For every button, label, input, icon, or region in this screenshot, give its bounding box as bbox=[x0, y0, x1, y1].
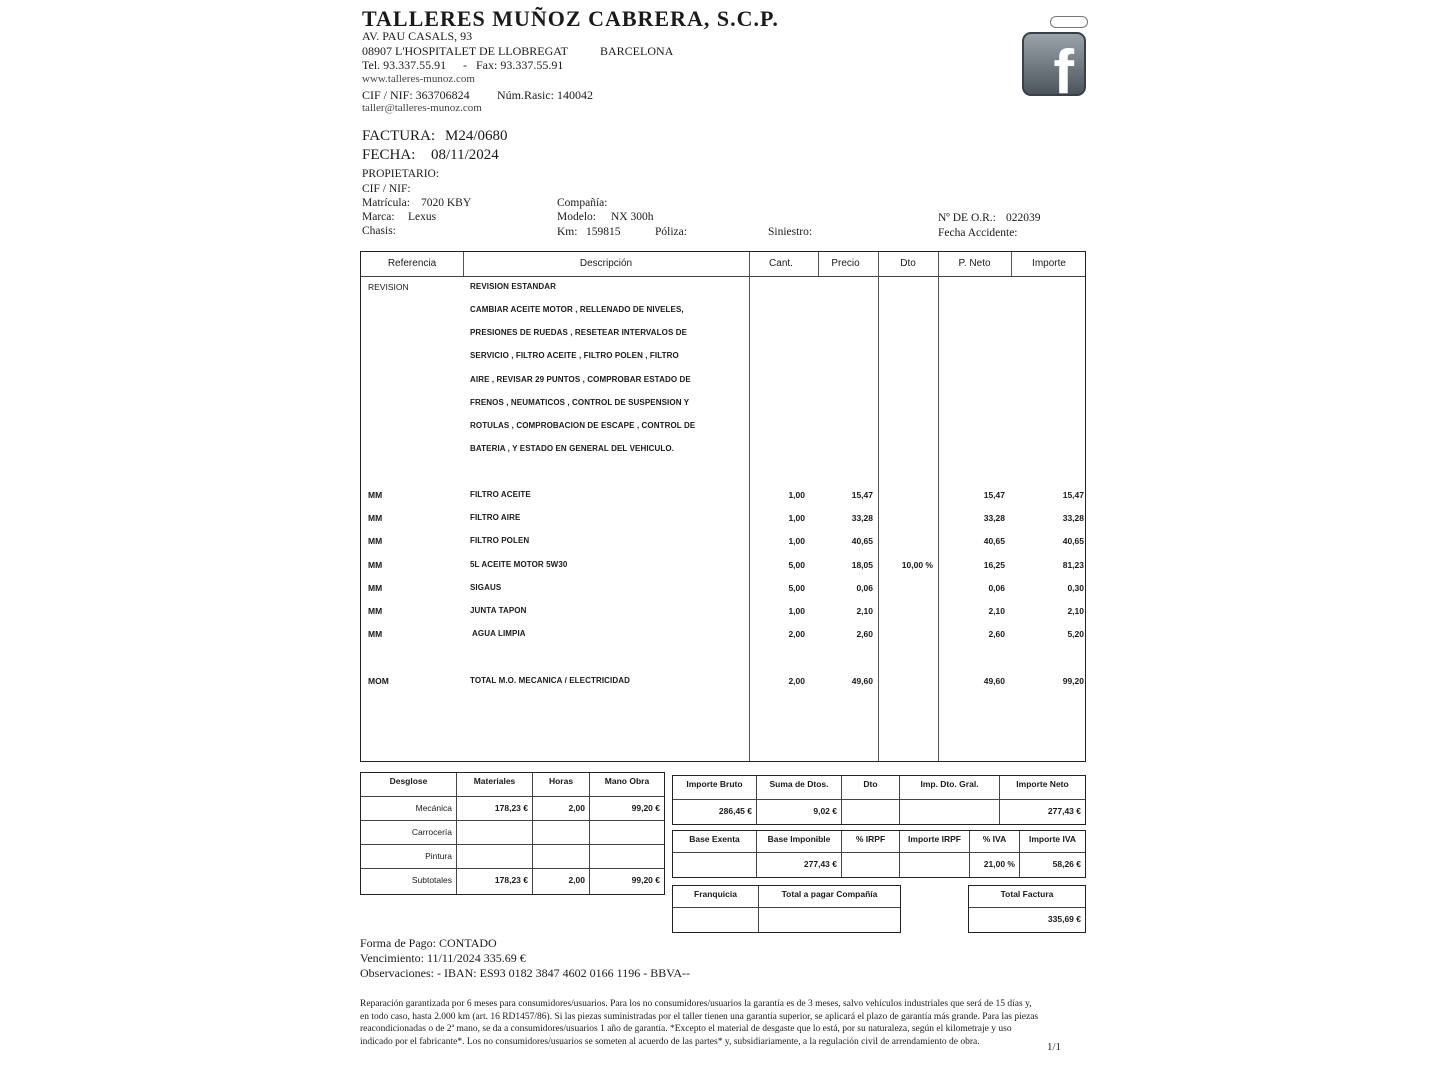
header-precio: Precio bbox=[831, 258, 860, 269]
row-dto: 10,00 % bbox=[901, 560, 933, 570]
fecha-accidente-label: Fecha Accidente: bbox=[938, 227, 1018, 239]
imp-dto-gral-value bbox=[900, 800, 1000, 824]
desglose-label: Carrocería bbox=[361, 821, 457, 845]
modelo-label: Modelo: bbox=[557, 211, 596, 223]
row-cant: 1,00 bbox=[788, 606, 805, 616]
total-factura-value: 335,69 € bbox=[1047, 914, 1081, 924]
row-desc: AGUA LIMPIA bbox=[472, 629, 526, 638]
fecha-value: 08/11/2024 bbox=[431, 147, 499, 163]
modelo-value: NX 300h bbox=[611, 211, 654, 223]
forma-pago: Forma de Pago: CONTADO bbox=[360, 936, 497, 950]
row-cant: 2,00 bbox=[788, 676, 805, 686]
importe-bruto-value: 286,45 € bbox=[673, 800, 757, 824]
siniestro-label: Siniestro: bbox=[768, 226, 813, 238]
franquicia-table bbox=[672, 885, 901, 933]
desglose-horas: 2,00 bbox=[533, 869, 590, 894]
header-p-neto: P. Neto bbox=[958, 258, 991, 269]
factura-label: FACTURA: bbox=[362, 128, 436, 144]
desglose-header: Desglose bbox=[361, 773, 457, 797]
base-header: Importe IVA bbox=[1020, 831, 1085, 853]
totals-importe-table bbox=[672, 775, 1086, 825]
totals-header: Importe Neto bbox=[1000, 776, 1085, 800]
desglose-header: Mano Obra bbox=[590, 773, 664, 797]
row-desc: JUNTA TAPON bbox=[470, 606, 527, 615]
dto-value bbox=[842, 800, 900, 824]
desglose-mano-obra: 99,20 € bbox=[590, 797, 664, 821]
header-cantidad: Cant. bbox=[769, 258, 793, 269]
or-value: 022039 bbox=[1006, 212, 1041, 224]
irpf-pct-value bbox=[842, 853, 900, 877]
row-precio: 18,05 bbox=[851, 560, 873, 570]
observaciones: Observaciones: - IBAN: ES93 0182 3847 4602 0166 1196 - BBVA-- bbox=[360, 966, 690, 980]
row-cant: 2,00 bbox=[788, 629, 805, 639]
header-descripcion: Descripción bbox=[579, 258, 633, 269]
totals-base-table bbox=[672, 830, 1086, 878]
totals-header: Imp. Dto. Gral. bbox=[900, 776, 1000, 800]
or-label: Nº DE O.R.: bbox=[938, 212, 996, 224]
line-items-table bbox=[360, 251, 1086, 762]
revision-line: PRESIONES DE RUEDAS , RESETEAR INTERVALOS DE bbox=[470, 328, 688, 337]
revision-ref: REVISION bbox=[368, 282, 409, 292]
row-precio: 0,06 bbox=[856, 583, 873, 593]
header-dto: Dto bbox=[900, 258, 916, 269]
revision-line: FRENOS , NEUMATICOS , CONTROL DE SUSPENSION Y bbox=[470, 398, 690, 407]
company-rasic: Núm.Rasic: 140042 bbox=[497, 88, 593, 102]
row-neto: 16,25 bbox=[983, 560, 1005, 570]
row-neto: 49,60 bbox=[983, 676, 1005, 686]
irpf-importe-value bbox=[900, 853, 970, 877]
revision-line: SERVICIO , FILTRO ACEITE , FILTRO POLEN , FILTRO bbox=[470, 351, 679, 360]
marca-value: Lexus bbox=[408, 211, 437, 223]
fecha-label: FECHA: bbox=[362, 147, 416, 163]
row-ref: MM bbox=[368, 490, 383, 500]
compania-label: Compañía: bbox=[557, 197, 608, 209]
company-cif: CIF / NIF: 363706824 bbox=[362, 88, 470, 102]
row-cant: 5,00 bbox=[788, 583, 805, 593]
row-ref: MM bbox=[368, 536, 383, 546]
company-web[interactable]: www.talleres-munoz.com bbox=[362, 73, 475, 85]
row-neto: 33,28 bbox=[983, 513, 1005, 523]
row-ref: MM bbox=[368, 560, 383, 570]
suma-dtos-value: 9,02 € bbox=[757, 800, 842, 824]
row-desc: FILTRO AIRE bbox=[470, 513, 521, 522]
row-ref: MM bbox=[368, 606, 383, 616]
row-neto: 2,10 bbox=[988, 606, 1005, 616]
legal-warranty-text: Reparación garantizada por 6 meses para consumidores/usuarios. Para los no consumidores/usuarios la garantía es de 3 meses, salvo vehículos industriales que será de 15 días y, en todo caso, hasta 2.000 km (art. 16 RD1457/86). Si las piezas suministradas por el taller tienen una garantía superior, se aplicará el plazo de garantía más grande. Para las piezas reacondicionadas o de 2ª mano, se da a consumidores/usuarios 1 año de garantía. *Excepto el material de desgaste que lo está, por su naturaleza, según el kilometraje y uso indicado por el fabricante*. Los no consumidores/usuarios se someten al acuerdo de las partes* y, subsidiariamente, a la regulación civil de arrendamiento de obra. bbox=[360, 999, 1039, 1047]
row-cant: 5,00 bbox=[788, 560, 805, 570]
company-email[interactable]: taller@talleres-munoz.com bbox=[362, 102, 482, 114]
company-tel: Tel. 93.337.55.91 bbox=[362, 58, 447, 72]
iva-importe-value: 58,26 € bbox=[1052, 859, 1081, 869]
row-desc: FILTRO ACEITE bbox=[470, 490, 531, 499]
totals-header: Importe Bruto bbox=[673, 776, 757, 800]
desglose-mano-obra bbox=[590, 845, 664, 869]
desglose-header: Materiales bbox=[457, 773, 533, 797]
row-ref: MM bbox=[368, 629, 383, 639]
company-name: TALLERES MUÑOZ CABRERA, S.C.P. bbox=[362, 6, 779, 31]
row-ref: MM bbox=[368, 513, 383, 523]
row-importe: 99,20 bbox=[1062, 676, 1084, 686]
desglose-mano-obra: 99,20 € bbox=[631, 875, 660, 885]
franquicia-header: Franquicia bbox=[673, 886, 759, 908]
company-fax-dash: - bbox=[463, 58, 467, 72]
row-ref: MOM bbox=[368, 676, 389, 686]
row-cant: 1,00 bbox=[788, 513, 805, 523]
desglose-label: Pintura bbox=[361, 845, 457, 869]
desglose-label: Mecánica bbox=[361, 797, 457, 821]
desglose-materiales bbox=[457, 821, 533, 845]
row-importe: 33,28 bbox=[1062, 513, 1084, 523]
desglose-materiales bbox=[457, 845, 533, 869]
cif-nif-label: CIF / NIF: bbox=[362, 183, 411, 195]
company-city: 08907 L'HOSPITALET DE LLOBREGAT bbox=[362, 44, 568, 58]
desglose-table bbox=[360, 772, 665, 895]
col-divider bbox=[878, 252, 879, 761]
row-precio: 15,47 bbox=[851, 490, 873, 500]
matricula-label: Matrícula: bbox=[362, 197, 410, 209]
total-factura-label: Total Factura bbox=[969, 886, 1085, 908]
row-neto: 15,47 bbox=[983, 490, 1005, 500]
row-cant: 1,00 bbox=[788, 490, 805, 500]
km-label: Km: bbox=[557, 226, 578, 238]
row-desc: SIGAUS bbox=[470, 583, 502, 592]
revision-line: BATERIA , Y ESTADO EN GENERAL DEL VEHICULO. bbox=[470, 444, 675, 453]
factura-number: M24/0680 bbox=[445, 128, 508, 144]
base-header: % IVA bbox=[970, 831, 1020, 853]
row-cant: 1,00 bbox=[788, 536, 805, 546]
base-header: Base Exenta bbox=[673, 831, 757, 853]
row-precio: 2,60 bbox=[856, 629, 873, 639]
base-exenta-value bbox=[673, 853, 757, 877]
header-referencia: Referencia bbox=[387, 258, 437, 269]
row-precio: 49,60 bbox=[851, 676, 873, 686]
base-header: % IRPF bbox=[842, 831, 900, 853]
poliza-label: Póliza: bbox=[655, 226, 687, 238]
revision-line: REVISION ESTANDAR bbox=[470, 282, 557, 291]
desglose-mano-obra bbox=[590, 821, 664, 845]
desglose-header: Horas bbox=[533, 773, 590, 797]
vencimiento: Vencimiento: 11/11/2024 335.69 € bbox=[360, 951, 526, 965]
km-value: 159815 bbox=[586, 226, 621, 238]
row-desc: TOTAL M.O. MECANICA / ELECTRICIDAD bbox=[470, 676, 630, 685]
row-precio: 33,28 bbox=[851, 513, 873, 523]
row-desc: FILTRO POLEN bbox=[470, 536, 530, 545]
desglose-horas bbox=[533, 845, 590, 869]
company-fax: Fax: 93.337.55.91 bbox=[476, 58, 564, 72]
row-desc: 5L ACEITE MOTOR 5W30 bbox=[470, 560, 568, 569]
total-compania-value bbox=[759, 908, 900, 932]
revision-line: CAMBIAR ACEITE MOTOR , RELLENADO DE NIVELES, bbox=[470, 305, 684, 314]
company-province: BARCELONA bbox=[600, 44, 674, 58]
franquicia-value bbox=[673, 908, 759, 932]
chasis-label: Chasis: bbox=[362, 225, 396, 237]
revision-line: AIRE , REVISAR 29 PUNTOS , COMPROBAR ESTADO DE bbox=[470, 375, 691, 384]
row-precio: 2,10 bbox=[856, 606, 873, 616]
page-number: 1/1 bbox=[1047, 1041, 1062, 1053]
desglose-horas: 2,00 bbox=[533, 797, 590, 821]
table-header-divider bbox=[361, 276, 1085, 277]
base-header: Base Imponible bbox=[757, 831, 842, 853]
row-ref: MM bbox=[368, 583, 383, 593]
matricula-value: 7020 KBY bbox=[421, 197, 472, 209]
totals-header: Suma de Dtos. bbox=[757, 776, 842, 800]
desglose-materiales: 178,23 € bbox=[457, 869, 533, 894]
revision-line: ROTULAS , COMPROBACION DE ESCAPE , CONTROL DE bbox=[470, 421, 696, 430]
total-compania-header: Total a pagar Compañía bbox=[759, 886, 900, 908]
row-importe: 0,30 bbox=[1067, 583, 1084, 593]
row-importe: 2,10 bbox=[1067, 606, 1084, 616]
facebook-icon[interactable] bbox=[1022, 32, 1086, 96]
header-importe: Importe bbox=[1032, 258, 1066, 269]
desglose-horas bbox=[533, 821, 590, 845]
row-importe: 5,20 bbox=[1067, 629, 1084, 639]
base-header: Importe IRPF bbox=[900, 831, 970, 853]
totals-header: Dto bbox=[842, 776, 900, 800]
total-factura-table bbox=[968, 885, 1086, 933]
row-importe: 40,65 bbox=[1062, 536, 1084, 546]
marca-label: Marca: bbox=[362, 211, 395, 223]
propietario-label: PROPIETARIO: bbox=[362, 168, 440, 180]
row-importe: 81,23 bbox=[1062, 560, 1084, 570]
row-precio: 40,65 bbox=[851, 536, 873, 546]
importe-neto-value: 277,43 € bbox=[1047, 806, 1081, 816]
row-neto: 0,06 bbox=[988, 583, 1005, 593]
row-neto: 2,60 bbox=[988, 629, 1005, 639]
row-neto: 40,65 bbox=[983, 536, 1005, 546]
col-divider bbox=[938, 252, 939, 761]
company-address: AV. PAU CASALS, 93 bbox=[362, 29, 473, 43]
desglose-materiales: 178,23 € bbox=[457, 797, 533, 821]
iva-pct-value: 21,00 % bbox=[970, 853, 1020, 877]
row-importe: 15,47 bbox=[1062, 490, 1084, 500]
speech-bubble-decoration bbox=[1050, 16, 1088, 28]
base-imponible-value: 277,43 € bbox=[757, 853, 842, 877]
facebook-letter: f bbox=[1053, 38, 1074, 96]
desglose-label: Subtotales bbox=[361, 869, 457, 894]
